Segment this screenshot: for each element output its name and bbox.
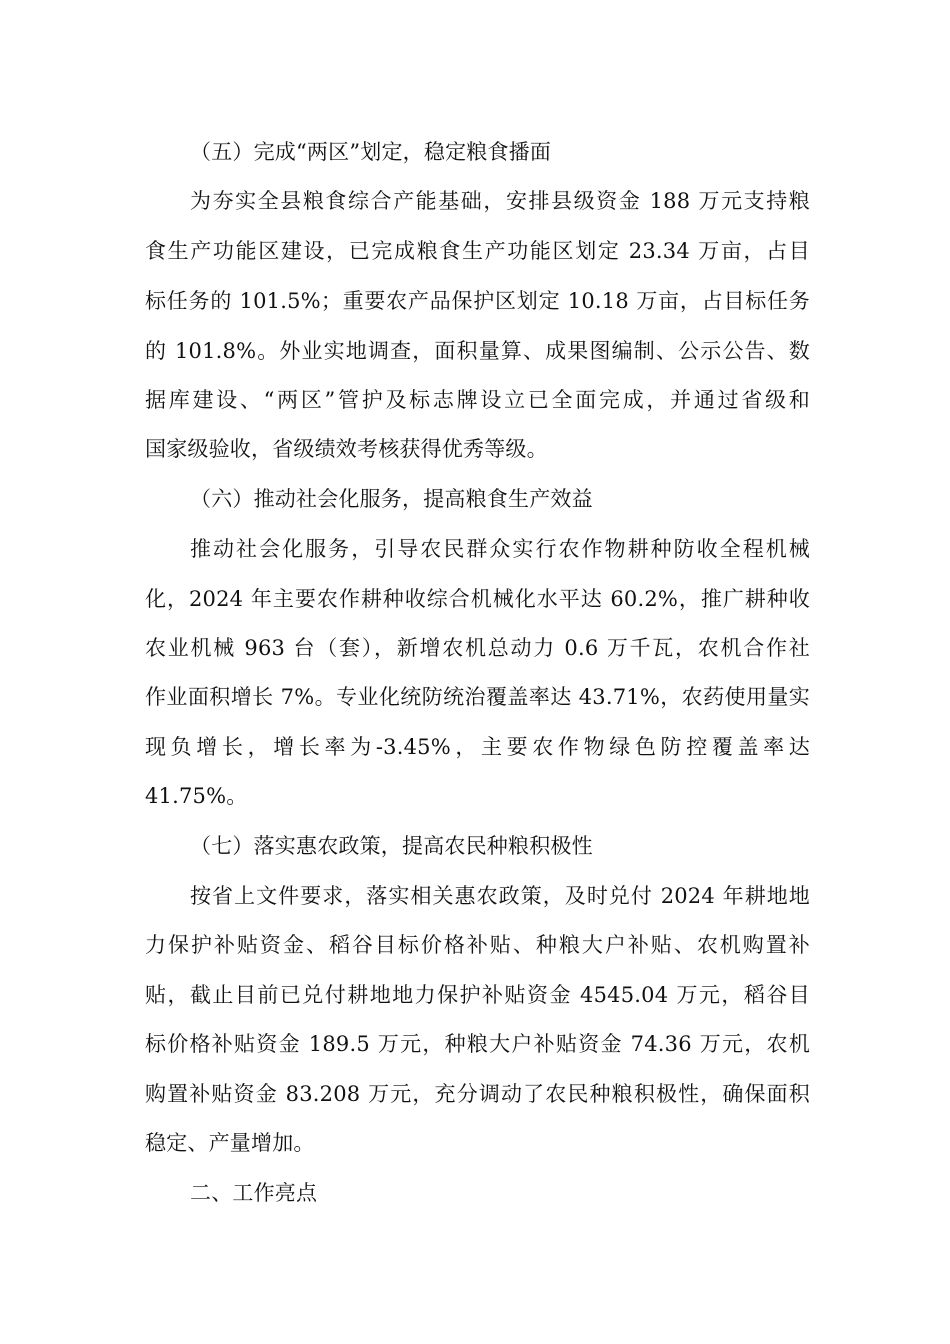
paragraph-line: 化，2024 年主要农作耕种收综合机械化水平达 60.2%，推广耕种收 xyxy=(145,587,810,611)
paragraph-line: 贴，截止目前已兑付耕地地力保护补贴资金 4545.04 万元，稻谷目 xyxy=(145,983,810,1007)
paragraph-line: 国家级验收，省级绩效考核获得优秀等级。 xyxy=(145,437,548,461)
paragraph-line: 现负增长，增长率为-3.45%，主要农作物绿色防控覆盖率达 xyxy=(145,735,810,759)
paragraph-line: 据库建设、“两区”管护及标志牌设立已全面完成，并通过省级和 xyxy=(145,388,810,412)
paragraph-line: 推动社会化服务，引导农民群众实行农作物耕种防收全程机械 xyxy=(190,537,810,561)
paragraph-line: 农业机械 963 台（套），新增农机总动力 0.6 万千瓦，农机合作社 xyxy=(145,636,810,660)
section-heading-highlights: 二、工作亮点 xyxy=(190,1181,318,1205)
paragraph-line: 41.75%。 xyxy=(145,784,248,808)
paragraph-line: 力保护补贴资金、稻谷目标价格补贴、种粮大户补贴、农机购置补 xyxy=(145,933,810,957)
paragraph-line: 为夯实全县粮食综合产能基础，安排县级资金 188 万元支持粮 xyxy=(190,189,810,213)
paragraph-line: 作业面积增长 7%。专业化统防统治覆盖率达 43.71%，农药使用量实 xyxy=(145,685,810,709)
paragraph-line: 标任务的 101.5%；重要农产品保护区划定 10.18 万亩，占目标任务 xyxy=(145,289,810,313)
section-heading-6: （六）推动社会化服务，提高粮食生产效益 xyxy=(190,487,593,511)
paragraph-line: 的 101.8%。外业实地调查，面积量算、成果图编制、公示公告、数 xyxy=(145,339,810,363)
paragraph-line: 购置补贴资金 83.208 万元，充分调动了农民种粮积极性，确保面积 xyxy=(145,1082,810,1106)
paragraph-line: 食生产功能区建设，已完成粮食生产功能区划定 23.34 万亩，占目 xyxy=(145,239,810,263)
paragraph-line: 按省上文件要求，落实相关惠农政策，及时兑付 2024 年耕地地 xyxy=(190,884,810,908)
section-heading-7: （七）落实惠农政策，提高农民种粮积极性 xyxy=(190,834,593,858)
paragraph-line: 稳定、产量增加。 xyxy=(145,1131,315,1155)
paragraph-line: 标价格补贴资金 189.5 万元，种粮大户补贴资金 74.36 万元，农机 xyxy=(145,1032,810,1056)
section-heading-5: （五）完成“两区”划定，稳定粮食播面 xyxy=(190,140,552,164)
